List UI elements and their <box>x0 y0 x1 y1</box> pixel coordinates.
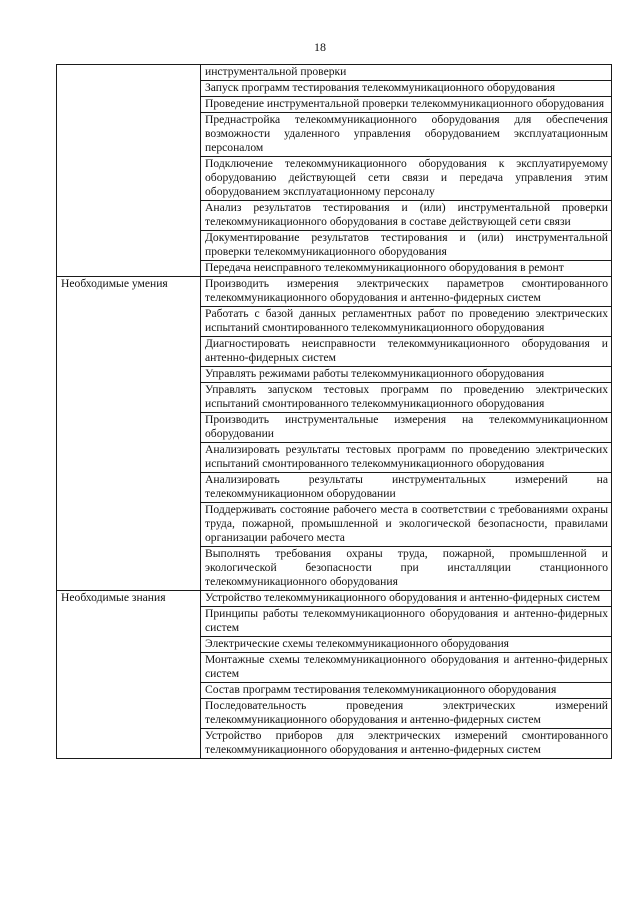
table-body <box>57 65 612 759</box>
table-cell: Производить измерения электрических параметров смонтированного телекоммуникационного оборудования и антенно-фидерных систем <box>201 277 612 307</box>
table-cell: Поддерживать состояние рабочего места в соответствии с требованиями охраны труда, пожарной, промышленной и экологической безопасности, правилами организации рабочего места <box>201 503 612 547</box>
functions-table <box>56 64 612 759</box>
page-number: 18 <box>314 40 326 54</box>
table-cell: Диагностировать неисправности телекоммуникационного оборудования и антенно-фидерных систем <box>201 337 612 367</box>
table-cell: Запуск программ тестирования телекоммуникационного оборудования <box>201 81 612 97</box>
table-cell: Анализ результатов тестирования и (или) инструментальной проверки телекоммуникационного оборудования в составе действующей сети связи <box>201 201 612 231</box>
table-cell: Выполнять требования охраны труда, пожарной, промышленной и экологической безопасности при инсталляции станционного телекоммуникационного оборудования <box>201 547 612 591</box>
table-cell: Подключение телекоммуникационного оборудования к эксплуатируемому оборудованию действующей сети связи и передача управления этим оборудованием эксплуатационному персоналу <box>201 157 612 201</box>
table-cell: Электрические схемы телекоммуникационного оборудования <box>201 637 612 653</box>
table-cell: Устройство телекоммуникационного оборудования и антенно-фидерных систем <box>201 591 612 607</box>
table-cell: Монтажные схемы телекоммуникационного оборудования и антенно-фидерных систем <box>201 653 612 683</box>
table-row <box>57 65 612 81</box>
table-cell: Передача неисправного телекоммуникационного оборудования в ремонт <box>201 261 612 277</box>
table-cell: Анализировать результаты тестовых программ по проведению электрических испытаний смонтированного телекоммуникационного оборудования <box>201 443 612 473</box>
table-cell: Проведение инструментальной проверки телекоммуникационного оборудования <box>201 97 612 113</box>
table-cell: Преднастройка телекоммуникационного оборудования для обеспечения возможности удаленного управления оборудованием эксплуатационным персоналом <box>201 113 612 157</box>
table-cell: Принципы работы телекоммуникационного оборудования и антенно-фидерных систем <box>201 607 612 637</box>
table-cell: Анализировать результаты инструментальных измерений на телекоммуникационном оборудовании <box>201 473 612 503</box>
section-label-knowledge: Необходимые знания <box>57 591 201 759</box>
section-label-continuation <box>57 65 201 277</box>
table-cell: Документирование результатов тестирования и (или) инструментальной проверки телекоммуникационного оборудования <box>201 231 612 261</box>
table-cell: Состав программ тестирования телекоммуникационного оборудования <box>201 683 612 699</box>
table-cell: Устройство приборов для электрических измерений смонтированного телекоммуникационного оборудования и антенно-фидерных систем <box>201 729 612 759</box>
table-cell: Работать с базой данных регламентных работ по проведению электрических испытаний смонтированного телекоммуникационного оборудования <box>201 307 612 337</box>
table-cell: Последовательность проведения электрических измерений телекоммуникационного оборудования и антенно-фидерных систем <box>201 699 612 729</box>
table-cell: Управлять запуском тестовых программ по проведению электрических испытаний смонтированного телекоммуникационного оборудования <box>201 383 612 413</box>
table-row <box>57 591 612 607</box>
table-cell: Управлять режимами работы телекоммуникационного оборудования <box>201 367 612 383</box>
section-label-skills: Необходимые умения <box>57 277 201 591</box>
table-cell: инструментальной проверки <box>201 65 612 81</box>
table-row <box>57 277 612 307</box>
table-cell: Производить инструментальные измерения на телекоммуникационном оборудовании <box>201 413 612 443</box>
